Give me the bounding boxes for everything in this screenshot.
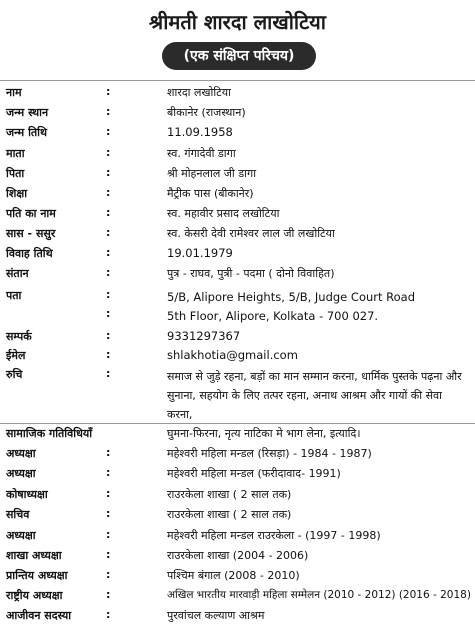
row-label: आजीवन सदस्या xyxy=(6,609,72,622)
interests-line: समाज से जुड़े रहना, बड़ों का मान सम्मान करना, धार्मिक पुस्तके पढ़ना और xyxy=(167,370,462,383)
row-label: शाखा अध्यक्षा xyxy=(6,549,62,562)
row-colon: : xyxy=(106,307,111,320)
row-label: कोषाध्यक्षा xyxy=(6,488,48,501)
row-colon: : xyxy=(106,466,111,479)
activities-heading-row xyxy=(0,426,475,446)
page-title: श्रीमती शारदा लाखोटिया xyxy=(149,10,326,34)
activities-heading: सामाजिक गतिविधियाँ xyxy=(6,427,93,440)
activity-row xyxy=(0,466,475,486)
row-label: पति का नाम xyxy=(6,207,56,220)
activity-row xyxy=(0,548,475,568)
row-colon: : xyxy=(106,348,111,361)
row-value: महेश्वरी महिला मन्डल (रिसड़ा) - 1984 - 1987) xyxy=(167,447,372,460)
row-colon: : xyxy=(106,146,111,159)
row-colon: : xyxy=(106,266,111,279)
address-line-1: 5/B, Alipore Heights, 5/B, Judge Court Road xyxy=(167,290,416,304)
profile-row xyxy=(0,166,475,186)
activity-row xyxy=(0,446,475,466)
profile-row xyxy=(0,206,475,226)
row-label: संतान xyxy=(6,267,29,280)
row-colon: : xyxy=(106,528,111,541)
row-value: स्व. महावीर प्रसाद लखोटिया xyxy=(167,207,280,220)
row-colon: : xyxy=(106,246,111,259)
row-value: अखिल भारतीय मारवाड़ी महिला सम्मेलन (2010 - 2012) (2016 - 2018) xyxy=(167,589,471,601)
row-label: अध्यक्षा xyxy=(6,467,36,480)
row-value: राउरकेला शाखा ( 2 साल तक) xyxy=(167,488,292,501)
profile-row xyxy=(0,226,475,246)
row-label: जन्म तिथि xyxy=(6,126,48,139)
row-value: पश्चिम बंगाल (2008 - 2010) xyxy=(167,569,300,582)
row-colon: : xyxy=(106,588,111,601)
row-label: प्रान्तिय अध्यक्षा xyxy=(6,569,68,582)
activity-row xyxy=(0,528,475,548)
row-value: शारदा लखोटिया xyxy=(167,86,231,99)
row-colon: : xyxy=(106,487,111,500)
email-value: shlakhotia@gmail.com xyxy=(167,348,298,362)
row-value: महेश्वरी महिला मन्डल राउरकेला - (1997 - 1998) xyxy=(167,529,381,542)
profile-row xyxy=(0,186,475,206)
profile-row xyxy=(0,125,475,145)
row-colon: : xyxy=(106,548,111,561)
interests-line: घुमना-फिरना, नृत्य नाटिका मे भाग लेना, इत्यादि। xyxy=(167,427,361,440)
row-label: सास - ससुर xyxy=(6,227,56,240)
row-colon: : xyxy=(106,288,111,301)
row-label: माता xyxy=(6,147,25,160)
profile-row xyxy=(0,146,475,166)
row-colon: : xyxy=(106,85,111,98)
profile-row xyxy=(0,266,475,286)
row-colon: : xyxy=(106,367,111,380)
contact-row xyxy=(0,329,475,349)
row-label: अध्यक्षा xyxy=(6,447,36,460)
row-value: पुत्र - राघव, पुत्री - पदमा ( दोनो विवाहित) xyxy=(167,267,335,280)
row-value: राउरकेला शाखा (2004 - 2006) xyxy=(167,549,309,562)
activity-row xyxy=(0,608,475,628)
row-colon: : xyxy=(106,507,111,520)
row-label: राष्ट्रीय अध्यक्षा xyxy=(6,589,63,602)
profile-row xyxy=(0,85,475,105)
row-colon: : xyxy=(106,329,111,342)
row-colon: : xyxy=(106,446,111,459)
activity-row xyxy=(0,568,475,588)
phone-value: 9331297367 xyxy=(167,329,241,343)
email-label: ईमेल xyxy=(6,349,26,362)
activity-row xyxy=(0,588,475,608)
row-value: पुरवांचल कल्याण आश्रम xyxy=(167,609,265,622)
row-value: 19.01.1979 xyxy=(167,246,233,260)
row-value: स्व. गंगादेवी डागा xyxy=(167,147,236,160)
activity-row xyxy=(0,487,475,507)
address-line-2: 5th Floor, Alipore, Kolkata - 700 027. xyxy=(167,309,379,323)
row-label: शिक्षा xyxy=(6,187,28,200)
row-label: सचिव xyxy=(6,508,30,521)
row-colon: : xyxy=(106,105,111,118)
contact-row xyxy=(0,348,475,368)
row-colon: : xyxy=(106,608,111,621)
profile-row xyxy=(0,105,475,125)
row-value: मैट्रीक पास (बीकानेर) xyxy=(167,187,254,200)
row-colon: : xyxy=(106,125,111,138)
interests-line: सुनाना, सहयोग के लिए तत्पर रहना, अनाथ आश्रम और गायों की सेवा करना, xyxy=(167,389,443,421)
row-colon: : xyxy=(106,166,111,179)
row-colon: : xyxy=(106,206,111,219)
interests-label: रुचि xyxy=(6,368,23,381)
row-value: राउरकेला शाखा ( 2 साल तक) xyxy=(167,508,292,521)
row-colon: : xyxy=(106,568,111,581)
row-value: महेश्वरी महिला मन्डल (फरीदावाद- 1991) xyxy=(167,467,341,480)
row-value: श्री मोहनलाल जी डागा xyxy=(167,167,257,180)
section-divider xyxy=(0,423,475,424)
row-label: अध्यक्षा xyxy=(6,529,36,542)
address-label: पता xyxy=(6,289,22,302)
row-value: स्व. केसरी देवी रामेश्वर लाल जी लखोटिया xyxy=(167,227,335,240)
row-colon: : xyxy=(106,226,111,239)
top-divider xyxy=(0,80,475,81)
row-value: बीकानेर (राजस्थान) xyxy=(167,106,246,119)
phone-label: सम्पर्क xyxy=(6,330,32,343)
row-label: विवाह तिथि xyxy=(6,247,53,260)
subtitle-badge: (एक संक्षिप्त परिचय) xyxy=(162,42,316,70)
row-colon: : xyxy=(106,186,111,199)
profile-row xyxy=(0,246,475,266)
row-value: 11.09.1958 xyxy=(167,125,233,139)
row-label: जन्म स्थान xyxy=(6,106,49,119)
row-label: नाम xyxy=(6,86,22,99)
activity-row xyxy=(0,507,475,527)
row-label: पिता xyxy=(6,167,25,180)
